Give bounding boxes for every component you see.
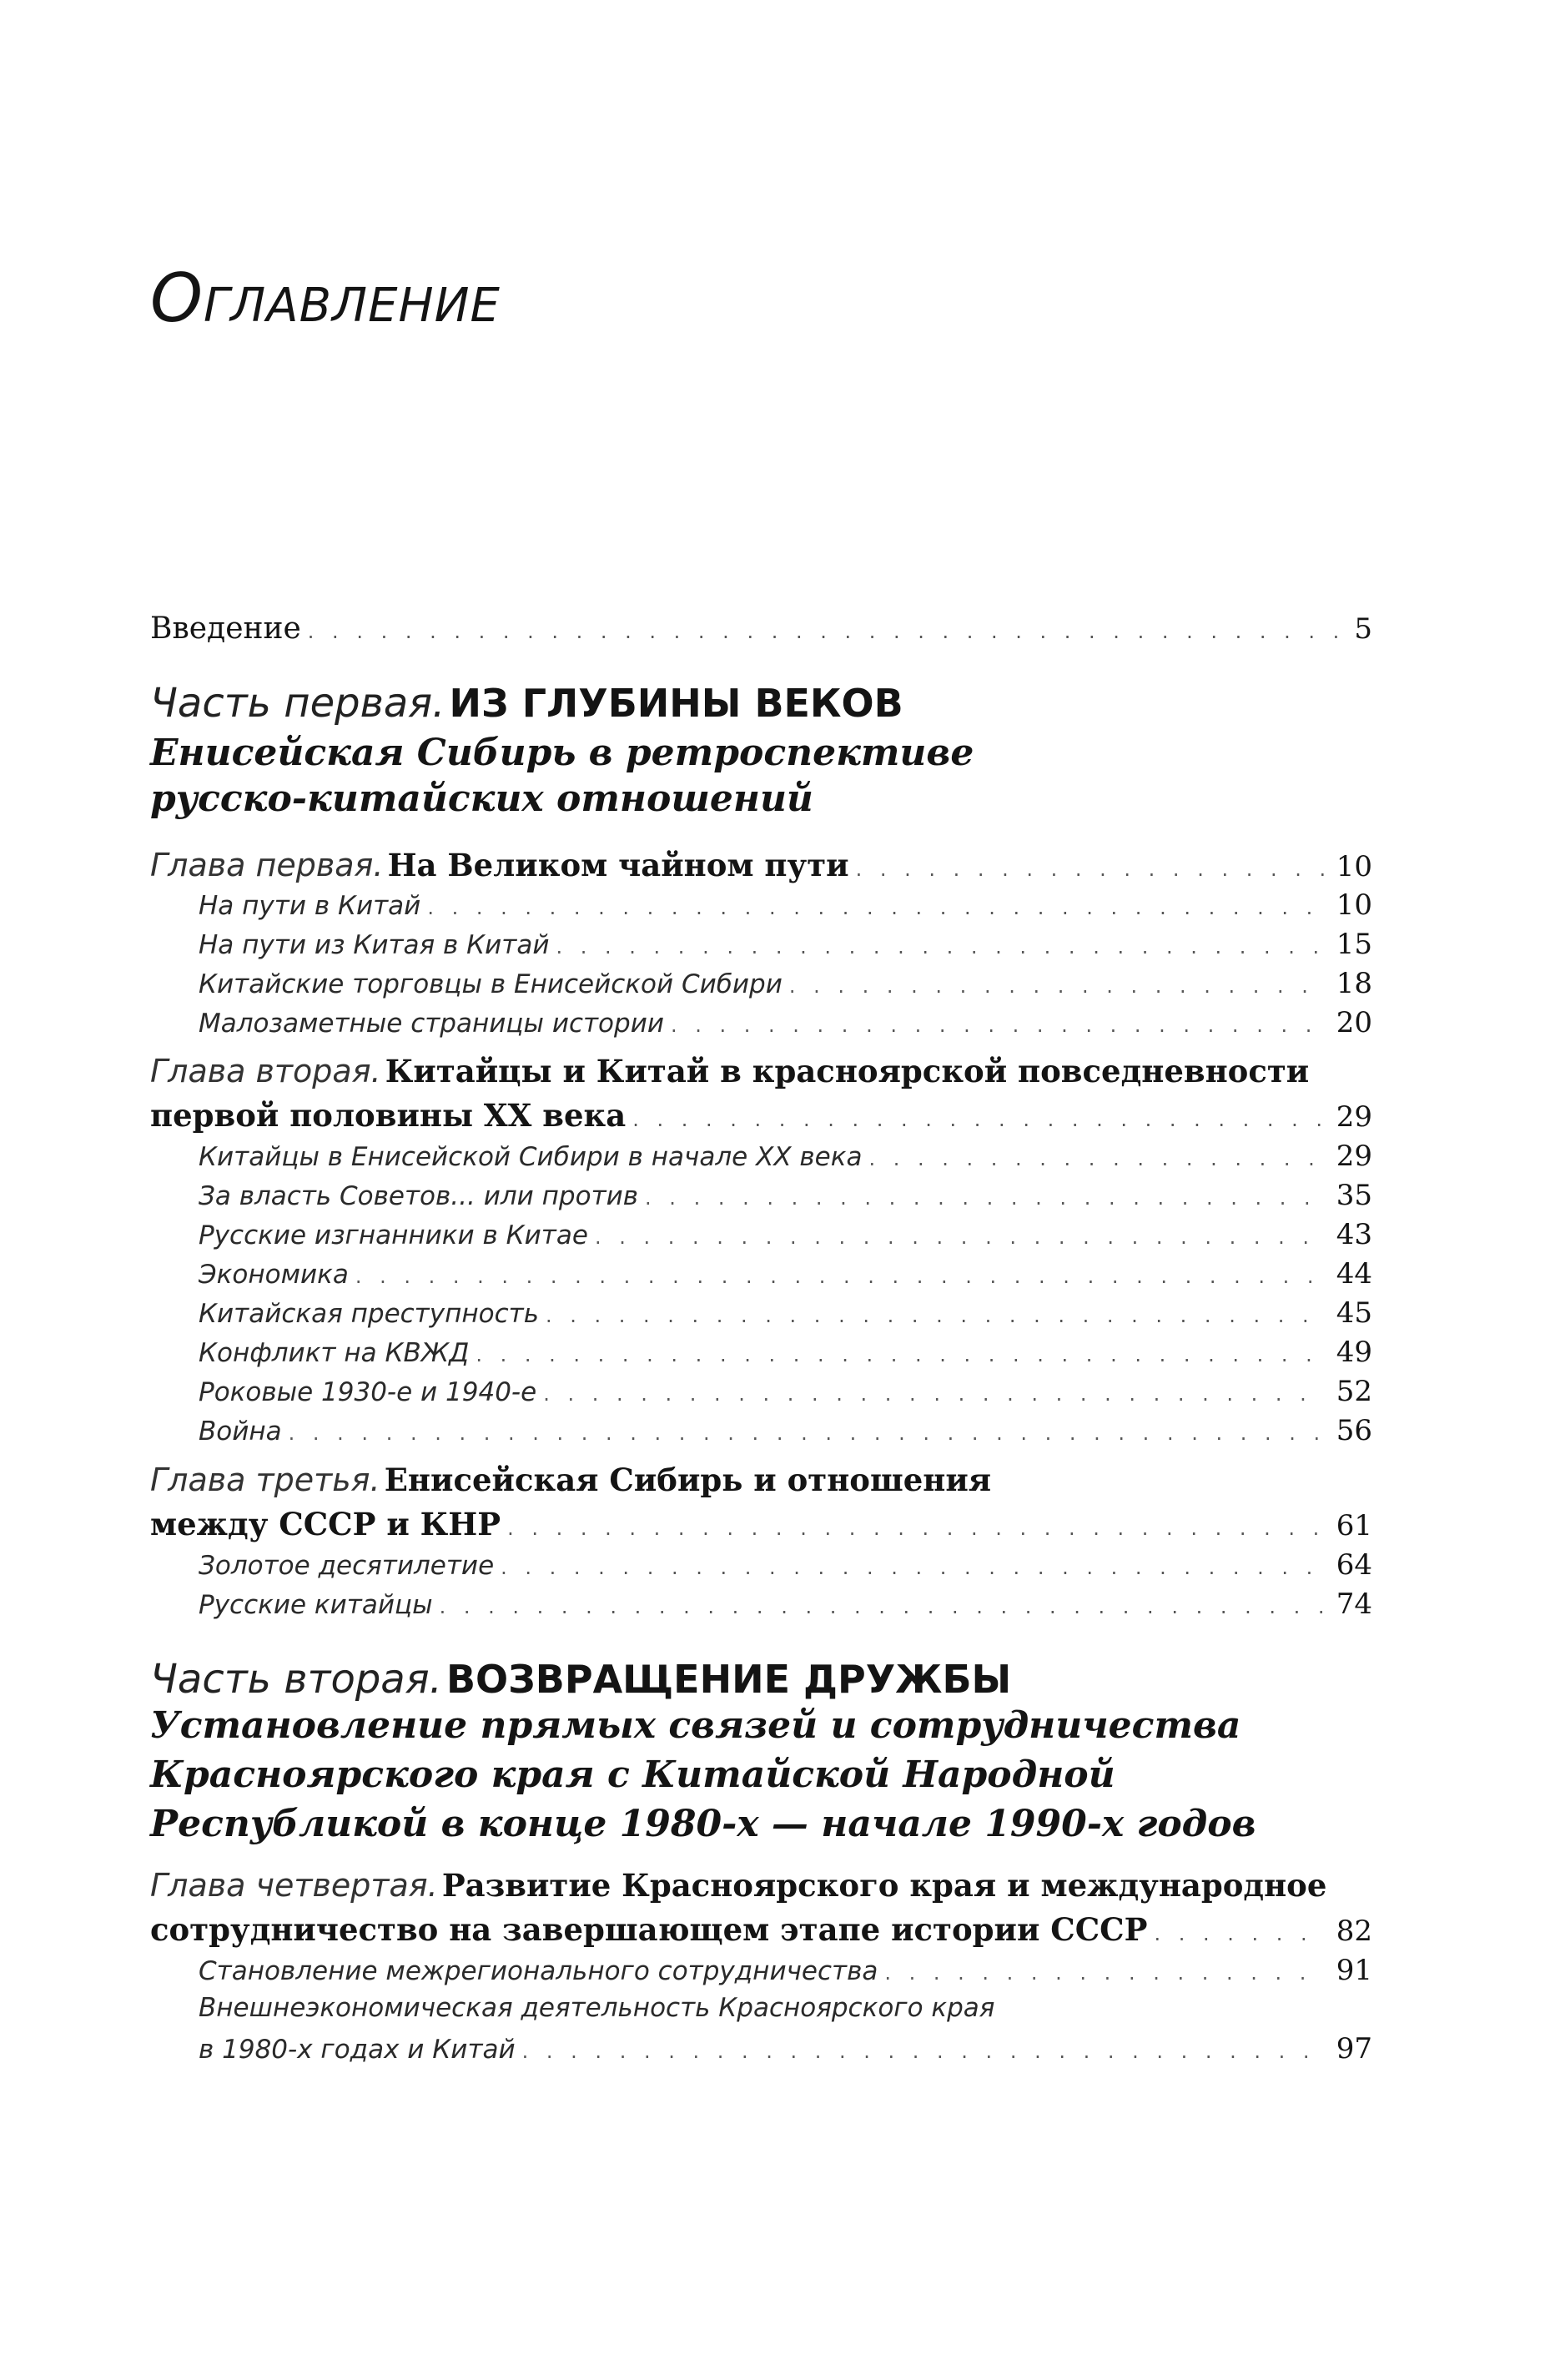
page-number: 91 — [1336, 1954, 1372, 1987]
part-subtitle-line: русско-китайских отношений — [150, 777, 813, 820]
dot-leader — [476, 1343, 1324, 1366]
dot-leader — [289, 1421, 1325, 1445]
chapter-heading-line[interactable] — [150, 1867, 1326, 1904]
dot-leader — [546, 1304, 1325, 1327]
chapter-title: первой половины XX века — [150, 1097, 627, 1134]
toc-entry-section[interactable] — [199, 1296, 1372, 1330]
toc-entry-section[interactable] — [199, 1006, 1372, 1039]
toc-entry-chapter-4[interactable] — [150, 1911, 1372, 1948]
part-subtitle-line: Красноярского края с Китайской Народной — [150, 1754, 1115, 1796]
dot-leader — [884, 1961, 1324, 1985]
part-subtitle-line: Енисейская Сибирь в ретроспективе — [150, 732, 974, 774]
page-title: Оглавление — [150, 259, 501, 337]
toc-entry-chapter-2[interactable] — [150, 1097, 1372, 1134]
page-number: 43 — [1336, 1218, 1372, 1251]
page-number: 10 — [1336, 850, 1372, 883]
section-title: Война — [199, 1416, 282, 1447]
dot-leader — [789, 974, 1325, 998]
chapter-label: Глава четвертая. — [150, 1867, 438, 1904]
toc-entry-section[interactable] — [199, 1257, 1372, 1291]
page-number: 29 — [1336, 1140, 1372, 1173]
section-title: Русские изгнанники в Китае — [199, 1220, 588, 1250]
part-subtitle-line: Республикой в конце 1980-х — начале 1990-х годов — [150, 1803, 1256, 1845]
toc-entry-section[interactable] — [199, 1140, 1372, 1173]
page-number: 44 — [1336, 1257, 1372, 1291]
section-title: в 1980-х годах и Китай — [199, 2035, 516, 2065]
dot-leader — [645, 1186, 1325, 1210]
part-heading-1 — [150, 680, 903, 727]
section-title: За власть Советов... или против — [199, 1181, 639, 1211]
page-number: 45 — [1336, 1296, 1372, 1330]
toc-entry-chapter-3[interactable] — [150, 1506, 1372, 1542]
dot-leader — [632, 1108, 1325, 1131]
chapter-title: Развитие Красноярского края и международное — [441, 1867, 1327, 1904]
dot-leader — [507, 1517, 1325, 1540]
toc-entry-section[interactable] — [199, 1336, 1372, 1369]
toc-entry-section[interactable] — [199, 1375, 1372, 1408]
toc-entry-section[interactable] — [199, 1414, 1372, 1447]
section-title: Роковые 1930-е и 1940-е — [199, 1377, 537, 1407]
dot-leader — [440, 1595, 1325, 1618]
chapter-title: сотрудничество на завершающем этапе истории СССР — [150, 1911, 1148, 1948]
part-heading-2 — [150, 1656, 1011, 1703]
section-title: Становление межрегионального сотрудничества — [199, 1956, 878, 1986]
toc-entry-section[interactable] — [199, 1954, 1372, 1987]
chapter-label: Глава вторая. — [150, 1053, 381, 1089]
section-title: На пути в Китай — [199, 891, 421, 921]
entry-title: Введение — [150, 611, 301, 646]
section-title: Экономика — [199, 1260, 349, 1290]
section-title: Китайские торговцы в Енисейской Сибири — [199, 969, 783, 999]
toc-entry-section[interactable] — [199, 888, 1372, 922]
toc-entry-section[interactable] — [199, 928, 1372, 961]
page-number: 52 — [1336, 1375, 1372, 1408]
page-number: 74 — [1336, 1588, 1372, 1621]
dot-leader — [355, 1265, 1325, 1288]
toc-entry-introduction[interactable] — [150, 611, 1372, 646]
page-number: 20 — [1336, 1006, 1372, 1039]
chapter-title: между СССР и КНР — [150, 1506, 501, 1542]
dot-leader — [501, 1556, 1325, 1579]
dot-leader — [543, 1382, 1325, 1406]
page-number: 5 — [1354, 612, 1372, 646]
part-label: Часть вторая. — [150, 1656, 442, 1703]
page-number: 15 — [1336, 928, 1372, 961]
toc-entry-section[interactable] — [199, 967, 1372, 1000]
page-number: 29 — [1336, 1100, 1372, 1134]
page-number: 61 — [1336, 1509, 1372, 1542]
toc-entry-section[interactable] — [199, 1179, 1372, 1212]
section-title-line[interactable]: Внешнеэкономическая деятельность Красноярского края — [199, 1993, 995, 2023]
toc-entry-chapter-1[interactable] — [150, 847, 1372, 883]
dot-leader — [856, 858, 1325, 881]
toc-entry-section[interactable] — [199, 2032, 1372, 2066]
page-number: 82 — [1336, 1915, 1372, 1948]
chapter-heading-line[interactable] — [150, 1053, 1309, 1089]
section-title: Конфликт на КВЖД — [199, 1338, 470, 1368]
dot-leader — [427, 896, 1324, 919]
section-title: Малозаметные страницы истории — [199, 1009, 664, 1039]
section-title: Китайцы в Енисейской Сибири в начале XX века — [199, 1142, 863, 1172]
dot-leader — [671, 1014, 1325, 1037]
page-number: 56 — [1336, 1414, 1372, 1447]
chapter-title: Китайцы и Китай в красноярской повседневности — [385, 1053, 1310, 1089]
chapter-title: Енисейская Сибирь и отношения — [384, 1462, 992, 1498]
page-number: 35 — [1336, 1179, 1372, 1212]
chapter-title: На Великом чайном пути — [387, 847, 849, 883]
toc-entry-section[interactable] — [199, 1548, 1372, 1582]
section-title: На пути из Китая в Китай — [199, 930, 550, 960]
page-number: 49 — [1336, 1336, 1372, 1369]
dot-leader — [1154, 1922, 1324, 1945]
page-number: 64 — [1336, 1548, 1372, 1582]
part-title: ИЗ ГЛУБИНЫ ВЕКОВ — [449, 681, 903, 726]
chapter-label: Глава первая. — [150, 847, 384, 883]
part-label: Часть первая. — [150, 680, 445, 727]
section-title: Русские китайцы — [199, 1590, 433, 1620]
part-subtitle-line: Установление прямых связей и сотрудничества — [150, 1704, 1241, 1747]
part-title: ВОЗВРАЩЕНИЕ ДРУЖБЫ — [445, 1657, 1012, 1702]
dot-leader — [595, 1225, 1325, 1249]
page-number: 97 — [1336, 2032, 1372, 2066]
chapter-label: Глава третья. — [150, 1462, 380, 1498]
page-number: 18 — [1336, 967, 1372, 1000]
dot-leader — [308, 620, 1343, 643]
toc-entry-section[interactable] — [199, 1588, 1372, 1621]
section-title: Золотое десятилетие — [199, 1551, 495, 1581]
dot-leader — [556, 935, 1325, 959]
toc-entry-section[interactable] — [199, 1218, 1372, 1251]
page-number: 10 — [1336, 888, 1372, 922]
chapter-heading-line[interactable] — [150, 1462, 991, 1498]
section-title: Китайская преступность — [199, 1299, 539, 1329]
dot-leader — [868, 1147, 1324, 1170]
dot-leader — [522, 2040, 1325, 2063]
